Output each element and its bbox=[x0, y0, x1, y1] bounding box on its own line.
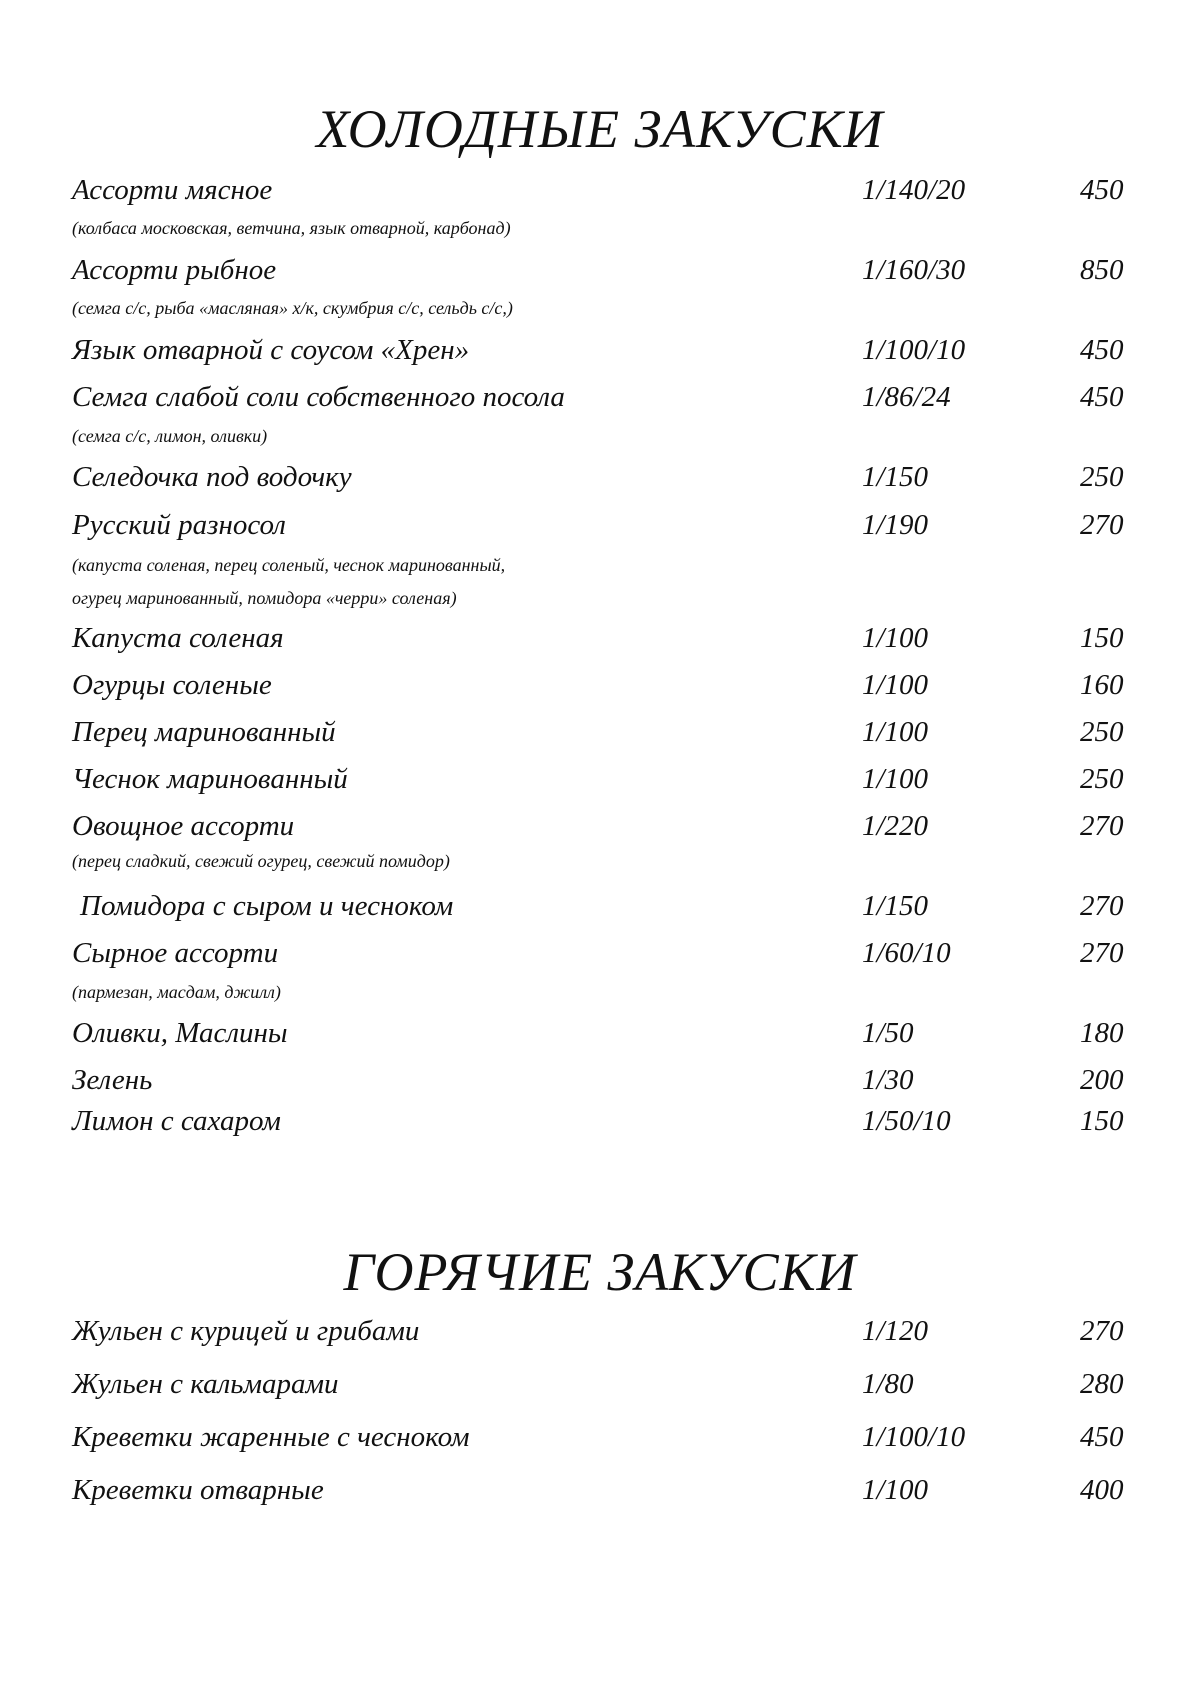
item-price: 450 bbox=[1080, 334, 1124, 366]
menu-item bbox=[0, 812, 1200, 852]
item-price: 250 bbox=[1080, 763, 1124, 795]
menu-item bbox=[0, 1476, 1200, 1516]
item-name: Креветки отварные bbox=[72, 1474, 324, 1506]
item-price: 200 bbox=[1080, 1064, 1124, 1096]
item-description: (перец сладкий, свежий огурец, свежий помидор) bbox=[72, 851, 450, 871]
menu-item bbox=[0, 383, 1200, 423]
item-name: Помидора с сыром и чесноком bbox=[80, 890, 454, 922]
menu-item bbox=[0, 511, 1200, 551]
item-name: Овощное ассорти bbox=[72, 810, 295, 842]
item-price: 270 bbox=[1080, 810, 1124, 842]
menu-item bbox=[0, 1317, 1200, 1357]
item-name: Язык отварной с соусом «Хрен» bbox=[72, 334, 470, 366]
item-price: 250 bbox=[1080, 461, 1124, 493]
item-weight: 1/50/10 bbox=[862, 1105, 951, 1137]
item-name: Лимон с сахаром bbox=[72, 1105, 281, 1137]
menu-item bbox=[0, 176, 1200, 216]
item-weight: 1/86/24 bbox=[862, 381, 951, 413]
menu-item bbox=[0, 1019, 1200, 1059]
item-name: Сырное ассорти bbox=[72, 937, 279, 969]
item-name: Чеснок маринованный bbox=[72, 763, 348, 795]
menu-item bbox=[0, 463, 1200, 503]
item-weight: 1/150 bbox=[862, 890, 929, 922]
item-price: 450 bbox=[1080, 381, 1124, 413]
item-name: Семга слабой соли собственного посола bbox=[72, 381, 565, 413]
item-weight: 1/80 bbox=[862, 1368, 914, 1400]
item-weight: 1/100/10 bbox=[862, 334, 966, 366]
item-weight: 1/120 bbox=[862, 1315, 929, 1347]
item-name: Капуста соленая bbox=[72, 622, 284, 654]
item-weight: 1/100 bbox=[862, 763, 929, 795]
item-price: 270 bbox=[1080, 509, 1124, 541]
item-price: 280 bbox=[1080, 1368, 1124, 1400]
menu-item bbox=[0, 718, 1200, 758]
menu-item bbox=[0, 1423, 1200, 1463]
item-price: 450 bbox=[1080, 1421, 1124, 1453]
item-weight: 1/160/30 bbox=[862, 254, 966, 286]
item-weight: 1/100 bbox=[862, 622, 929, 654]
menu-item bbox=[0, 939, 1200, 979]
item-name: Креветки жаренные с чесноком bbox=[72, 1421, 470, 1453]
item-weight: 1/100/10 bbox=[862, 1421, 966, 1453]
item-price: 150 bbox=[1080, 622, 1124, 654]
item-description: (семга с/с, лимон, оливки) bbox=[72, 426, 268, 446]
item-name: Оливки, Маслины bbox=[72, 1017, 288, 1049]
item-price: 180 bbox=[1080, 1017, 1124, 1049]
item-weight: 1/220 bbox=[862, 810, 929, 842]
item-weight: 1/50 bbox=[862, 1017, 914, 1049]
item-weight: 1/190 bbox=[862, 509, 929, 541]
item-name: Русский разносол bbox=[72, 509, 286, 541]
item-weight: 1/100 bbox=[862, 716, 929, 748]
item-weight: 1/30 bbox=[862, 1064, 914, 1096]
item-name: Зелень bbox=[72, 1064, 153, 1096]
item-description: (капуста соленая, перец соленый, чеснок маринованный, bbox=[72, 555, 506, 575]
item-description: огурец маринованный, помидора «черри» соленая) bbox=[72, 588, 457, 608]
menu-item bbox=[0, 1107, 1200, 1147]
item-price: 400 bbox=[1080, 1474, 1124, 1506]
item-name: Селедочка под водочку bbox=[72, 461, 352, 493]
item-description: (семга с/с, рыба «масляная» х/к, скумбрия с/с, сельдь с/с,) bbox=[72, 298, 513, 318]
item-weight: 1/100 bbox=[862, 669, 929, 701]
menu-item bbox=[0, 892, 1200, 932]
menu-item bbox=[0, 1066, 1200, 1106]
item-weight: 1/140/20 bbox=[862, 174, 966, 206]
menu-item bbox=[0, 1370, 1200, 1410]
item-name: Ассорти мясное bbox=[72, 174, 273, 206]
item-price: 850 bbox=[1080, 254, 1124, 286]
item-weight: 1/60/10 bbox=[862, 937, 951, 969]
item-price: 150 bbox=[1080, 1105, 1124, 1137]
menu-item bbox=[0, 624, 1200, 664]
menu-item bbox=[0, 336, 1200, 376]
item-price: 160 bbox=[1080, 669, 1124, 701]
hot-section-title: ГОРЯЧИЕ ЗАКУСКИ bbox=[343, 1242, 857, 1302]
menu-item bbox=[0, 256, 1200, 296]
item-price: 270 bbox=[1080, 1315, 1124, 1347]
item-description: (пармезан, масдам, джилл) bbox=[72, 982, 281, 1002]
item-name: Перец маринованный bbox=[72, 716, 336, 748]
item-weight: 1/100 bbox=[862, 1474, 929, 1506]
item-price: 270 bbox=[1080, 937, 1124, 969]
item-name: Жульен с курицей и грибами bbox=[72, 1315, 420, 1347]
item-price: 450 bbox=[1080, 174, 1124, 206]
item-price: 250 bbox=[1080, 716, 1124, 748]
item-description: (колбаса московская, ветчина, язык отварной, карбонад) bbox=[72, 218, 511, 238]
item-name: Огурцы соленые bbox=[72, 669, 272, 701]
cold-section-title: ХОЛОДНЫЕ ЗАКУСКИ bbox=[316, 99, 884, 159]
item-name: Ассорти рыбное bbox=[72, 254, 277, 286]
item-name: Жульен с кальмарами bbox=[72, 1368, 339, 1400]
item-price: 270 bbox=[1080, 890, 1124, 922]
menu-item bbox=[0, 671, 1200, 711]
item-weight: 1/150 bbox=[862, 461, 929, 493]
menu-item bbox=[0, 765, 1200, 805]
